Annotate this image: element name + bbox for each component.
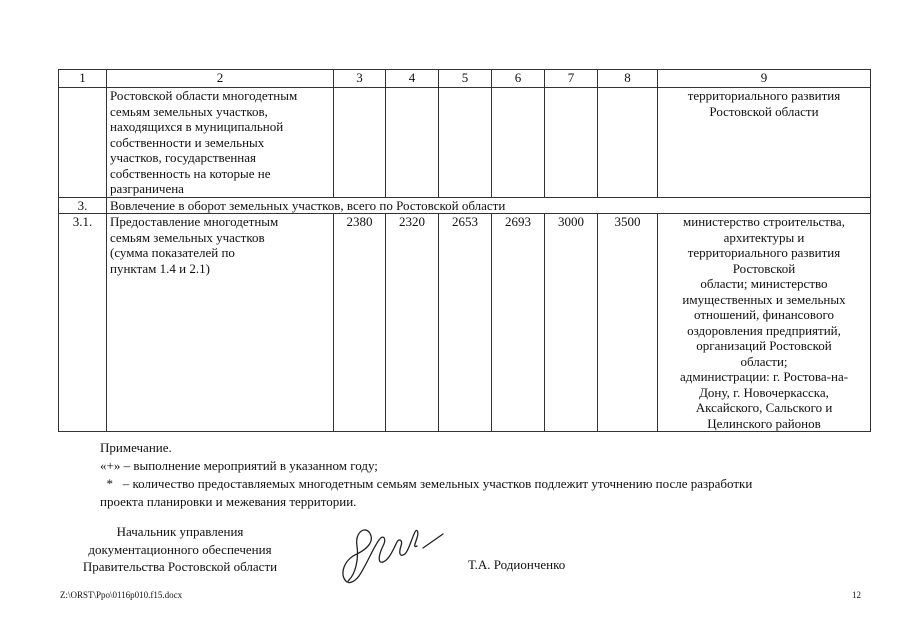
notes-line: проекта планировки и межевания территории. — [100, 494, 357, 509]
responsible-line: области; — [740, 353, 788, 369]
description-line: собственности и земельных — [110, 134, 265, 150]
responsible-line: Ростовской области — [709, 103, 819, 119]
value-cell: 2320 — [386, 214, 439, 432]
description-line: (сумма показателей по — [110, 245, 235, 260]
responsible-line: Целинского районов — [707, 415, 821, 431]
table-row-section — [59, 197, 871, 214]
responsible-line: организаций Ростовской — [696, 338, 832, 353]
responsible-line: Ростовской — [732, 260, 796, 276]
signatory-name: Т.А. Родионченко — [468, 557, 566, 572]
value-cell — [598, 88, 658, 198]
responsible-line: архитектуры и — [723, 229, 805, 245]
responsible-line: территориального развития — [687, 245, 841, 260]
responsible-line: территориального развития — [687, 88, 841, 103]
value-cell — [334, 88, 386, 198]
notes-title: Примечание. — [100, 440, 172, 455]
description-line: пунктам 1.4 и 2.1) — [110, 260, 210, 276]
responsible-cell — [658, 214, 871, 432]
notes-block — [100, 439, 870, 511]
header-cell: 5 — [439, 70, 492, 88]
description-line: семьям земельных участков, — [110, 103, 268, 119]
responsible-line: области; министерство — [700, 276, 828, 291]
header-cell: 8 — [598, 70, 658, 88]
header-cell: 2 — [107, 70, 334, 88]
file-path: Z:\ORST\Ppo\0116p010.f15.docx — [60, 590, 183, 600]
value-cell — [439, 88, 492, 198]
header-cell: 9 — [658, 70, 871, 88]
position-line: документационного обеспечения — [88, 541, 272, 557]
header-cell: 3 — [334, 70, 386, 88]
value-cell — [545, 88, 598, 198]
responsible-line: оздоровления предприятий, — [687, 322, 841, 338]
row-number — [59, 88, 107, 198]
value-cell — [492, 88, 545, 198]
value-cell — [386, 88, 439, 198]
description-line: семьям земельных участков — [110, 229, 265, 245]
value-cell: 3500 — [598, 214, 658, 432]
measure-description — [107, 88, 334, 198]
responsible-line: Аксайского, Сальского и — [695, 400, 833, 415]
description-line: находящихся в муниципальной — [110, 119, 284, 134]
description-line: Ростовской области многодетным — [110, 88, 298, 103]
value-cell: 3000 — [545, 214, 598, 432]
value-cell: 2653 — [439, 214, 492, 432]
table-row-continued — [59, 88, 871, 198]
handwritten-signature — [335, 510, 455, 590]
value-cell: 2380 — [334, 214, 386, 432]
responsible-line: администрации: г. Ростова-на- — [679, 369, 849, 384]
header-row — [59, 70, 871, 88]
measures-table — [58, 69, 871, 432]
responsible-line: имущественных и земельных — [682, 291, 846, 307]
signatory-position — [60, 523, 300, 576]
description-line: Предоставление многодетным — [110, 214, 279, 229]
page-number: 12 — [852, 590, 861, 600]
row-number: 3.1. — [59, 214, 107, 432]
position-line: Правительства Ростовской области — [82, 559, 278, 574]
header-cell: 4 — [386, 70, 439, 88]
position-line: Начальник управления — [116, 524, 244, 539]
header-cell: 7 — [545, 70, 598, 88]
description-line: участков, государственная — [110, 150, 256, 165]
value-cell: 2693 — [492, 214, 545, 432]
notes-line: «+» – выполнение мероприятий в указанном году; — [100, 458, 378, 473]
responsible-cell — [658, 88, 871, 198]
description-line: разграничена — [110, 181, 184, 196]
section-title: Вовлечение в оборот земельных участков, всего по Ростовской области — [107, 197, 871, 214]
table-row-item — [59, 214, 871, 432]
row-number: 3. — [59, 197, 107, 214]
responsible-line: Дону, г. Новочеркасска, — [699, 384, 829, 400]
header-cell: 6 — [492, 70, 545, 88]
responsible-line: министерство строительства, — [683, 214, 845, 229]
description-line: собственность на которые не — [110, 165, 271, 181]
measure-description — [107, 214, 334, 432]
notes-line: * – количество предоставляемых многодетным семьям земельных участков подлежит уточнению после разработки — [100, 476, 753, 491]
header-cell: 1 — [59, 70, 107, 88]
responsible-line: отношений, финансового — [693, 307, 834, 322]
